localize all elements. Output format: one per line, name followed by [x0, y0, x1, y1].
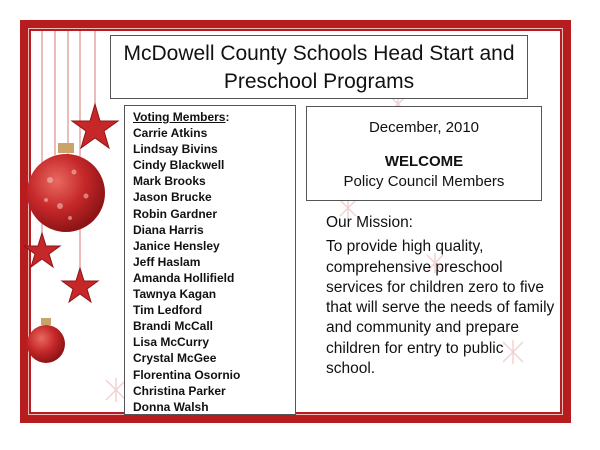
member-name: Amanda Hollifield: [133, 270, 235, 285]
member-list: [133, 125, 295, 415]
member-name: Jason Brucke: [133, 190, 212, 205]
member-name: Jeff Haslam: [133, 254, 201, 269]
ornament-cap: [58, 143, 74, 153]
star-ornament: [24, 233, 60, 267]
member-name: Crystal McGee: [133, 351, 217, 366]
welcome-panel: [306, 106, 542, 201]
welcome-heading: WELCOME: [384, 153, 464, 170]
large-ornament: [27, 154, 105, 232]
member-name: Lisa McCurry: [133, 335, 210, 350]
page-title: McDowell County Schools Head Start and Preschool Programs: [110, 35, 528, 99]
small-ornament: [27, 325, 65, 363]
member-name: Donna Walsh: [133, 399, 209, 414]
member-name: Tawnya Kagan: [133, 287, 217, 302]
member-name: Robin Gardner: [133, 206, 218, 221]
mission-text: To provide high quality, comprehensive preschool services for children zero to five that will serve the needs of family and community and prepare children for entry to public school.: [326, 238, 555, 378]
voting-members-panel: Voting Members: Carrie Atkins Lindsay Bivins Cindy Blackwell Mark Brooks Jason Brucke Robin Gardner Diana Harris Janice Hensley Jeff Haslam Amanda Hollifield Tawnya Kagan Tim Ledford Brandi McCall Lisa McCurry Crystal McGee Florentina Osornio Christina Parker Donna Walsh: [124, 105, 296, 415]
member-name: Christina Parker: [133, 383, 226, 398]
star-ornament: [62, 268, 98, 302]
mission-heading: Our Mission:: [326, 214, 413, 231]
member-name: Cindy Blackwell: [133, 158, 225, 173]
member-name: Mark Brooks: [133, 174, 206, 189]
member-name: Janice Hensley: [133, 238, 220, 253]
welcome-subtitle: Policy Council Members: [343, 173, 505, 190]
member-name: Diana Harris: [133, 222, 204, 237]
member-name: Florentina Osornio: [133, 367, 241, 382]
voting-members-heading: Voting Members: [133, 110, 226, 124]
date-text: December, 2010: [368, 119, 480, 136]
mission-section: [326, 213, 556, 379]
member-name: Carrie Atkins: [133, 126, 208, 141]
member-name: Lindsay Bivins: [133, 142, 218, 157]
member-name: Brandi McCall: [133, 319, 214, 334]
member-name: Tim Ledford: [133, 303, 203, 318]
star-ornament: [72, 104, 118, 148]
